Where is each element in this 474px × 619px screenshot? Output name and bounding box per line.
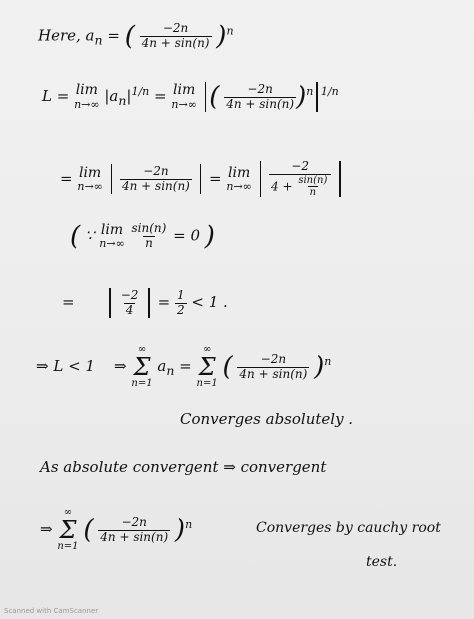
sum-symbol-2: ∞ Σ n=1	[196, 344, 218, 389]
power: n	[226, 24, 234, 38]
fraction	[140, 22, 212, 51]
abs-an: |a	[104, 87, 119, 105]
conclusion-line: ⇒ L < 1 ⇒ ∞ Σ n=1 $a_n$ = ∞ Σ n=1 ( $\frac{-2n}{4n + \sin(n)}$ )$^n$	[36, 344, 332, 389]
value-line: = $\frac{-2}{4}$ = $\frac{1}{2}$ < 1 .	[62, 287, 228, 317]
limit: lim n→∞	[74, 82, 100, 111]
simplify-line: = lim n→∞ $\frac{-2n}{4n + \sin(n)}$ = lim n→∞ −2 4 + $\frac{\sin(n)}{n}$	[60, 160, 344, 199]
numerator: −2n	[162, 21, 189, 35]
fraction: $\frac{-2n}{4n + \sin(n)}$	[226, 81, 295, 111]
limit-definition-line: L = lim n→∞ $|a_n|^{1/n}$ = lim n→∞ ( $\frac{-2n}{4n + \sin(n)}$ )$^n$ $^{1/n}$	[42, 81, 339, 112]
test-text: test.	[366, 554, 398, 570]
absolute-convergent-text: As absolute convergent ⇒ convergent	[40, 458, 327, 476]
L-label: L =	[42, 87, 70, 105]
root-test-text: Converges by cauchy root	[256, 520, 441, 536]
definition-line: Here, $a_n$ = ( $\frac{-2n}{4n + \sin(n)}$ )$^n$	[38, 21, 234, 52]
equals: =	[107, 26, 120, 45]
a-sub: n	[94, 32, 103, 48]
sum-symbol: ∞ Σ n=1	[131, 344, 153, 389]
side-note-line: ( ∵ lim n→∞ $\frac{\sin(n)}{n}$ = 0 )	[70, 221, 215, 252]
converges-absolutely-text: Converges absolutely .	[180, 410, 354, 428]
limit-2: lim n→∞	[171, 82, 197, 111]
here-label: Here, a	[38, 26, 95, 45]
denominator: 4n + sin(n)	[141, 35, 210, 50]
final-line: ⇒ ∞ Σ n=1 ( $\frac{-2n}{4n + \sin(n)}$ )$^n$	[40, 507, 193, 552]
watermark: Scanned with CamScanner	[4, 607, 99, 615]
